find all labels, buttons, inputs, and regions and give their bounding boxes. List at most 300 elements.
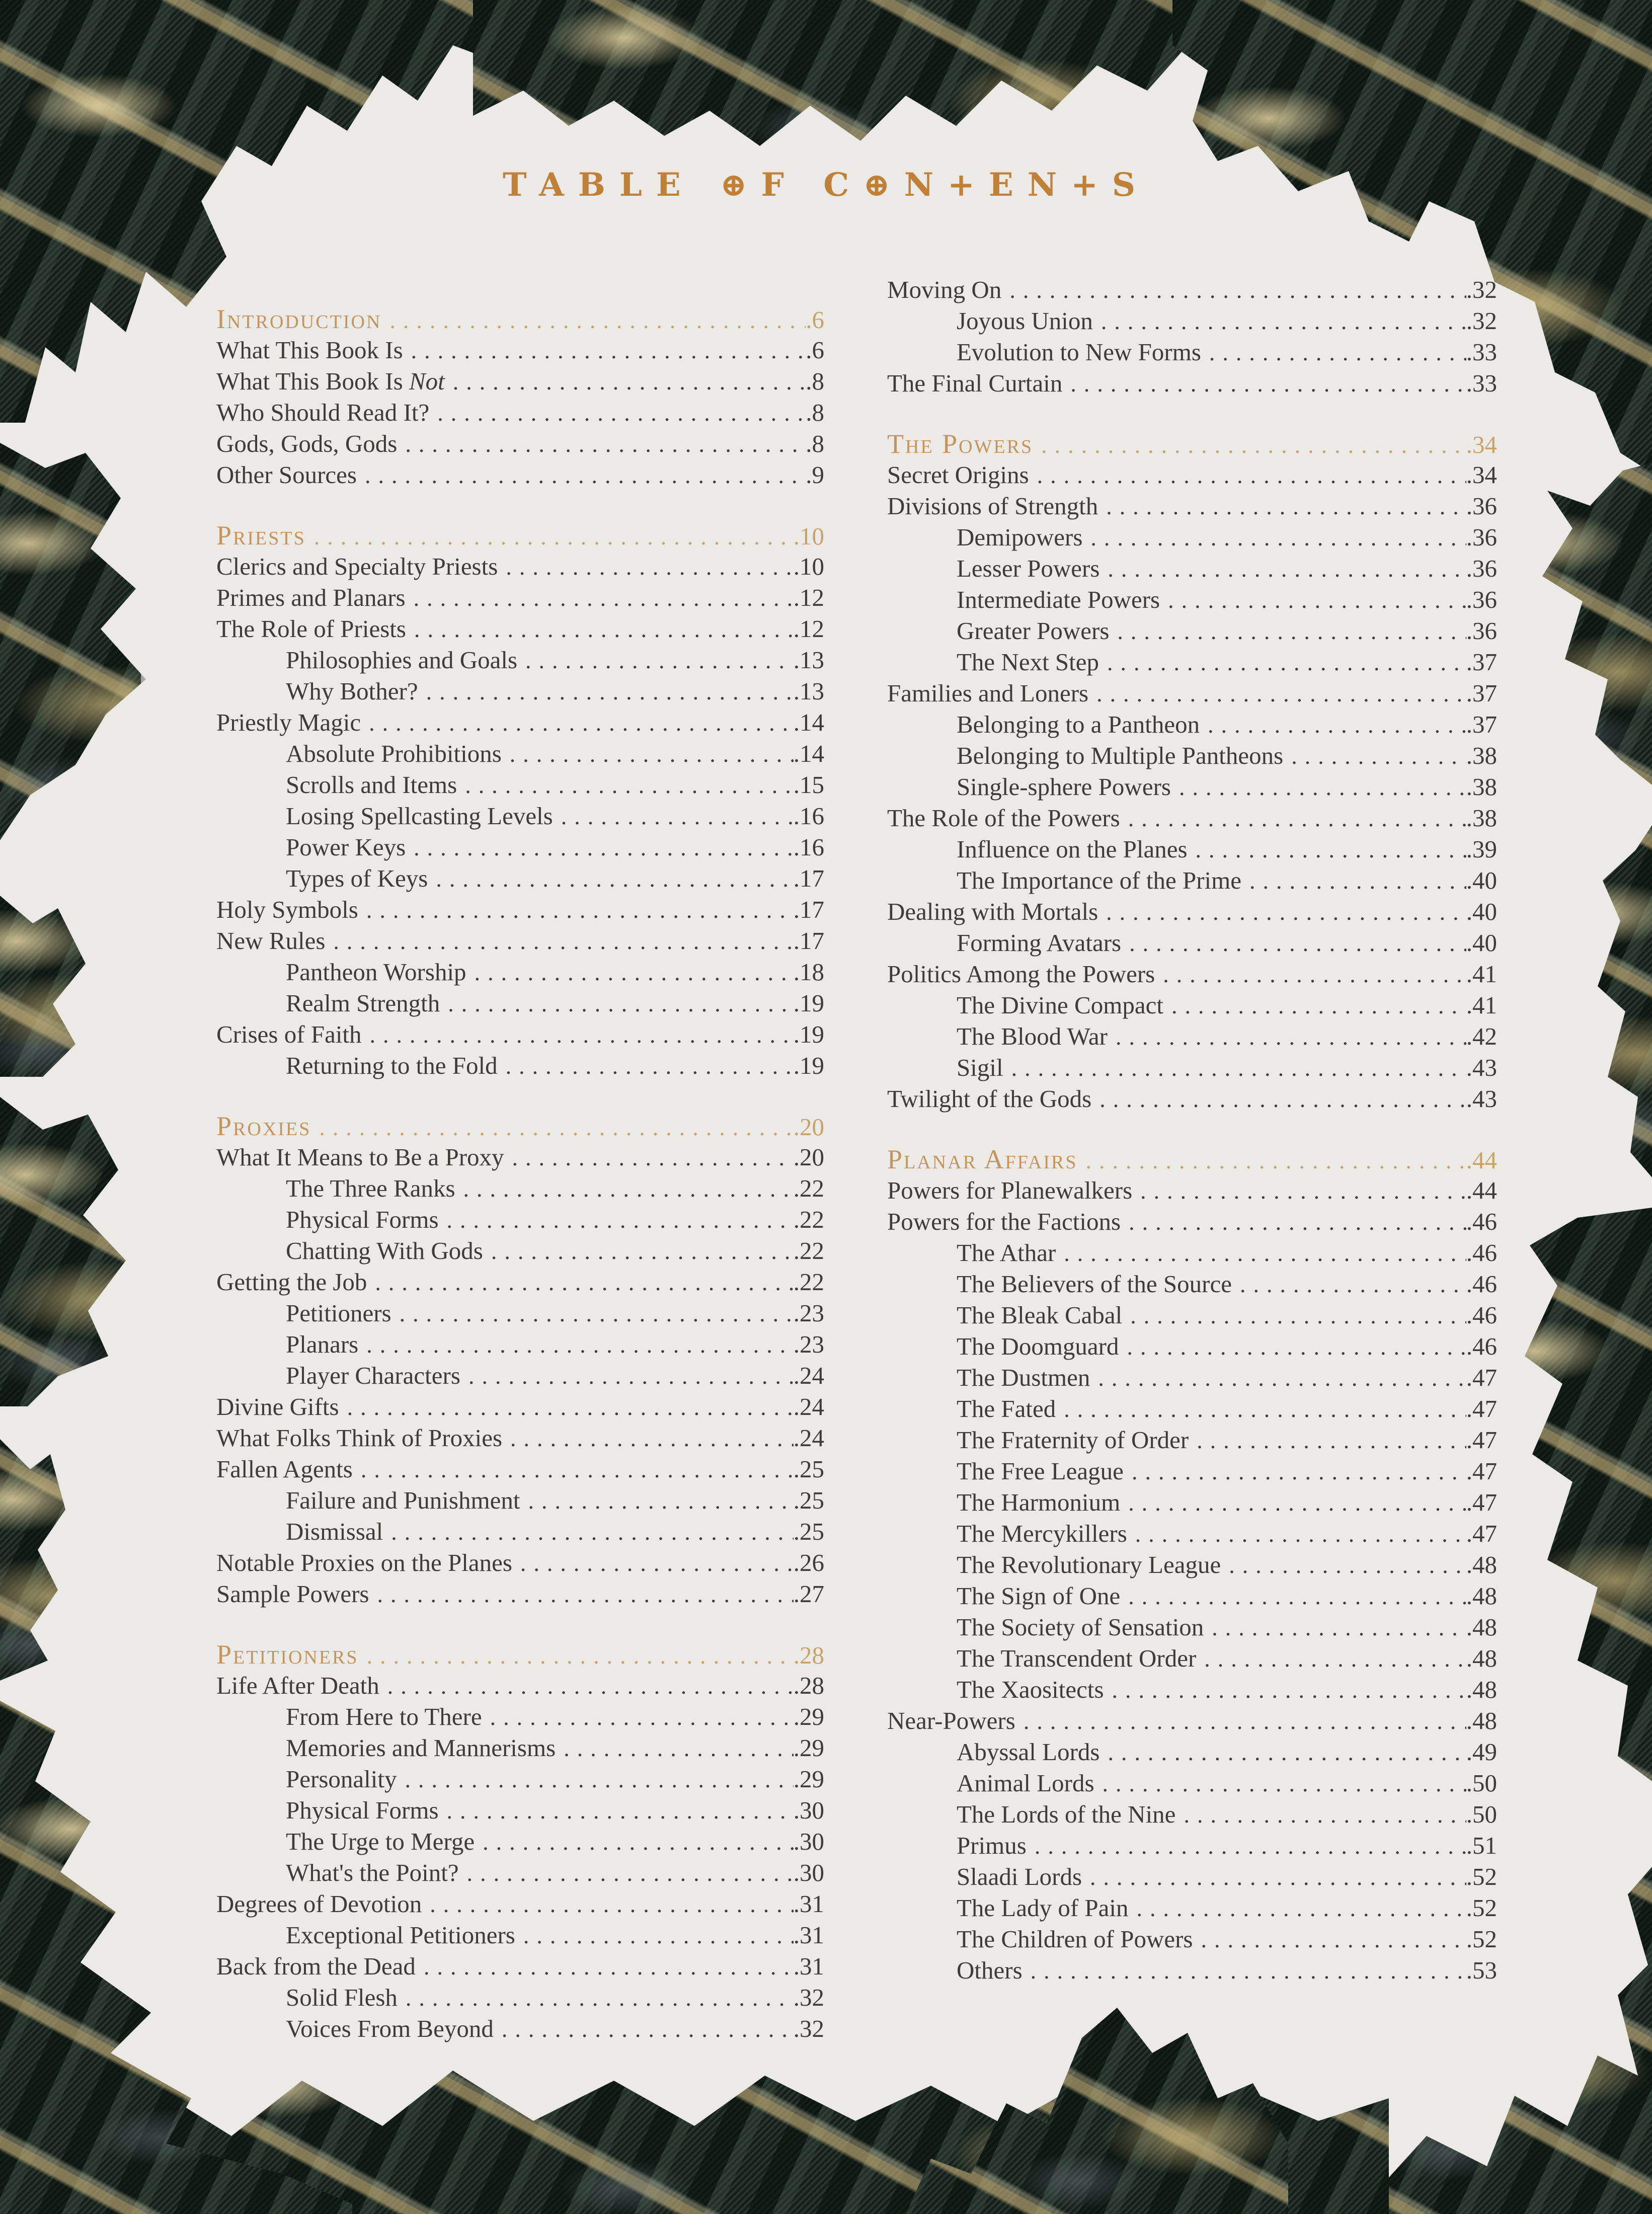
entry-label: Dismissal — [286, 1518, 383, 1545]
page-number: .37 — [1466, 679, 1497, 707]
leader-dots — [504, 1142, 794, 1173]
toc-section-header — [216, 520, 824, 551]
page-number: .15 — [793, 771, 824, 799]
page-number: .26 — [793, 1549, 824, 1576]
toc-entry — [216, 738, 824, 769]
page-number: .25 — [793, 1455, 824, 1483]
leader-dots — [397, 428, 806, 460]
entry-label: Families and Loners — [887, 679, 1089, 707]
leader-dots — [1132, 1175, 1466, 1207]
toc-entry — [216, 957, 824, 988]
entry-label: The Lords of the Nine — [957, 1800, 1176, 1828]
toc-section-header — [216, 303, 824, 335]
entry-label: The Mercykillers — [957, 1520, 1127, 1547]
leader-dots — [429, 397, 806, 429]
entry-label: Primes and Planars — [216, 584, 406, 611]
entry-label: Gods, Gods, Gods — [216, 430, 398, 457]
toc-entry — [887, 1580, 1497, 1612]
marble-border-left-lower — [0, 1439, 65, 1681]
entry-label: The Xaositects — [957, 1676, 1104, 1703]
leader-dots — [1104, 1674, 1466, 1706]
toc-entry — [216, 1422, 824, 1454]
page-number: .43 — [1466, 1054, 1497, 1081]
page-number: .16 — [793, 833, 824, 861]
page-number: .46 — [1466, 1239, 1497, 1267]
entry-label: Single-sphere Powers — [957, 773, 1171, 801]
toc-entry — [216, 1826, 824, 1857]
entry-label: Planars — [286, 1330, 359, 1358]
page-number: .36 — [1466, 523, 1497, 551]
page-number: .12 — [793, 584, 824, 611]
entry-label: Scrolls and Items — [286, 771, 457, 799]
entry-label: The Society of Sensation — [957, 1613, 1204, 1641]
entry-label: Slaadi Lords — [957, 1863, 1082, 1890]
page-number: .41 — [1466, 991, 1497, 1019]
page-number: .19 — [793, 989, 824, 1017]
entry-label: Intermediate Powers — [957, 586, 1160, 613]
page-number: .42 — [1466, 1022, 1497, 1050]
toc-entry — [216, 769, 824, 801]
toc-entry — [216, 1795, 824, 1826]
toc-entry — [887, 1300, 1497, 1331]
entry-label: Holy Symbols — [216, 896, 358, 923]
toc-entry — [887, 1955, 1497, 1986]
entry-label: Petitioners — [216, 1639, 359, 1670]
leader-dots — [428, 863, 793, 895]
toc-entry — [216, 1267, 824, 1298]
page-number: .36 — [1466, 555, 1497, 582]
toc-entry — [216, 551, 824, 582]
entry-label: Failure and Punishment — [286, 1486, 520, 1514]
leader-dots — [1155, 959, 1466, 990]
page-number: .17 — [793, 864, 824, 892]
page-number: .20 — [793, 1113, 824, 1141]
page-number: .50 — [1466, 1800, 1497, 1828]
leader-dots — [556, 1732, 794, 1764]
page-number: .24 — [793, 1393, 824, 1420]
toc-entry — [887, 584, 1497, 615]
page-number: .10 — [793, 522, 824, 550]
entry-label: Player Characters — [286, 1362, 460, 1389]
page-number: .25 — [793, 1486, 824, 1514]
page-number: .10 — [793, 552, 824, 580]
leader-dots — [358, 894, 794, 926]
entry-label: The Next Step — [957, 648, 1099, 676]
leader-dots — [1098, 896, 1466, 928]
entry-label: What It Means to Be a Proxy — [216, 1143, 504, 1171]
page-number: .22 — [793, 1174, 824, 1202]
page-number: .48 — [1466, 1613, 1497, 1641]
toc-entry — [887, 553, 1497, 584]
page-number: .53 — [1466, 1956, 1497, 1984]
toc-entry — [216, 1329, 824, 1360]
leader-dots — [515, 1920, 794, 1951]
page-number: .52 — [1466, 1863, 1497, 1890]
leader-dots — [1200, 709, 1466, 741]
entry-label-italic: Not — [409, 367, 445, 395]
page-number: .29 — [793, 1703, 824, 1730]
marble-border-right-lower — [1505, 1208, 1652, 1781]
leader-dots — [1029, 459, 1466, 491]
toc-entry — [887, 1830, 1497, 1861]
leader-dots — [1121, 1206, 1466, 1238]
toc-entry — [216, 988, 824, 1019]
entry-label: What This Book Is — [216, 336, 403, 364]
toc-entry — [887, 1331, 1497, 1362]
entry-label: Chatting With Gods — [286, 1237, 483, 1264]
toc-entry — [887, 709, 1497, 740]
page-number: .30 — [793, 1828, 824, 1855]
toc-entry — [887, 1736, 1497, 1768]
toc-entry — [216, 366, 824, 397]
toc-entry — [216, 925, 824, 957]
toc-entry — [887, 1237, 1497, 1269]
leader-dots — [1241, 865, 1466, 897]
page-number: .22 — [793, 1206, 824, 1233]
page-number: .47 — [1466, 1488, 1497, 1516]
leader-dots — [475, 1826, 794, 1858]
entry-label: Who Should Read It? — [216, 399, 430, 426]
leader-dots — [457, 769, 794, 801]
page-number: .40 — [1466, 866, 1497, 894]
toc-entry — [216, 832, 824, 863]
toc-entry — [216, 582, 824, 613]
leader-dots — [459, 1857, 794, 1889]
entry-label: The Harmonium — [957, 1488, 1121, 1516]
marble-border-left-upper — [0, 443, 141, 845]
page-number: .23 — [793, 1330, 824, 1358]
page-number: .33 — [1466, 369, 1497, 397]
entry-label: Proxies — [216, 1111, 311, 1141]
leader-dots — [362, 1019, 794, 1051]
entry-label: The Role of the Powers — [887, 804, 1120, 832]
page-number: .12 — [793, 615, 824, 643]
leader-dots — [1099, 1736, 1466, 1768]
leader-dots — [1120, 1487, 1466, 1519]
page-number: .38 — [1466, 804, 1497, 832]
toc-entry — [887, 522, 1497, 553]
page-number: .31 — [793, 1890, 824, 1918]
toc-entry — [216, 1857, 824, 1888]
leader-dots — [1099, 647, 1466, 678]
toc-entry — [887, 803, 1497, 834]
entry-label: Why Bother? — [286, 677, 418, 705]
toc-entry — [887, 1393, 1497, 1425]
entry-label: Back from the Dead — [216, 1952, 416, 1980]
toc-section-header — [216, 1111, 824, 1142]
page-number: .31 — [793, 1952, 824, 1980]
leader-dots — [1109, 615, 1466, 647]
toc-entry — [887, 305, 1497, 337]
page-number: .20 — [793, 1143, 824, 1171]
entry-label: Degrees of Devotion — [216, 1890, 422, 1918]
leader-dots — [1221, 1549, 1466, 1581]
page-number: .48 — [1466, 1707, 1497, 1734]
leader-dots — [1108, 1021, 1466, 1053]
entry-label: Politics Among the Powers — [887, 960, 1155, 988]
leader-dots — [1056, 1393, 1466, 1425]
page-number: .13 — [793, 646, 824, 674]
toc-entry — [887, 1612, 1497, 1643]
leader-dots — [311, 1112, 793, 1143]
toc-entry — [216, 1982, 824, 2013]
entry-label: The Dustmen — [957, 1364, 1090, 1391]
entry-label: Others — [957, 1956, 1022, 1984]
leader-dots — [502, 738, 794, 770]
leader-dots — [1175, 1799, 1466, 1831]
leader-dots — [1022, 1955, 1466, 1987]
toc-entry — [216, 894, 824, 925]
leader-dots — [1082, 1861, 1466, 1893]
leader-dots — [1171, 771, 1466, 803]
toc-entry — [887, 1021, 1497, 1052]
page-number: .17 — [793, 927, 824, 955]
entry-label: Returning to the Fold — [286, 1052, 498, 1079]
toc-entry — [887, 927, 1497, 959]
page-number: .8 — [806, 430, 824, 457]
leader-dots — [1193, 1924, 1466, 1955]
page-number: .43 — [1466, 1085, 1497, 1113]
page-number: .46 — [1466, 1208, 1497, 1235]
entry-label: Types of Keys — [286, 864, 428, 892]
toc-entry — [887, 1052, 1497, 1083]
leader-dots — [1088, 678, 1466, 709]
leader-dots — [1121, 927, 1466, 959]
entry-label: The Fraternity of Order — [957, 1426, 1189, 1454]
leader-dots — [1196, 1643, 1466, 1675]
leader-dots — [494, 2013, 794, 2045]
toc-entry — [887, 1362, 1497, 1393]
leader-dots — [1232, 1269, 1466, 1300]
toc-entry — [887, 1861, 1497, 1892]
toc-entry — [216, 1173, 824, 1204]
entry-label: Life After Death — [216, 1672, 379, 1699]
toc-entry — [887, 1924, 1497, 1955]
leader-dots — [358, 1329, 794, 1361]
leader-dots — [1093, 305, 1466, 337]
entry-label: The Blood War — [957, 1022, 1108, 1050]
page-number: .30 — [793, 1796, 824, 1824]
page-number: .46 — [1466, 1332, 1497, 1360]
toc-entry — [887, 1518, 1497, 1549]
entry-label: The Importance of the Prime — [957, 866, 1242, 894]
entry-label: Secret Origins — [887, 461, 1029, 489]
entry-label: The Athar — [957, 1239, 1056, 1267]
toc-entry — [216, 1578, 824, 1610]
page-number: .52 — [1466, 1925, 1497, 1953]
toc-entry — [216, 1732, 824, 1764]
toc-entry — [216, 863, 824, 894]
toc-entry — [216, 1454, 824, 1485]
entry-label: Personality — [286, 1765, 397, 1793]
entry-label: Belonging to a Pantheon — [957, 710, 1200, 738]
toc-section-header — [887, 428, 1497, 459]
entry-label: Animal Lords — [957, 1769, 1094, 1797]
entry-label: Fallen Agents — [216, 1455, 353, 1483]
page-number: .39 — [1466, 835, 1497, 863]
page-number: .48 — [1466, 1676, 1497, 1703]
entry-label: Pantheon Worship — [286, 958, 466, 986]
leader-dots — [381, 304, 806, 336]
page-number: .48 — [1466, 1582, 1497, 1610]
marble-border-left-middle-2 — [0, 1097, 126, 1409]
toc-entry — [887, 1799, 1497, 1830]
entry-label: Sigil — [957, 1054, 1003, 1081]
entry-label: New Rules — [216, 927, 326, 955]
entry-label: Introduction — [216, 304, 382, 334]
toc-column-right — [887, 274, 1497, 1986]
leader-dots — [325, 925, 793, 957]
page-number: .37 — [1466, 710, 1497, 738]
toc-entry — [216, 1142, 824, 1173]
leader-dots — [1122, 1300, 1466, 1331]
page-number: .25 — [793, 1518, 824, 1545]
entry-label: Sample Powers — [216, 1580, 369, 1608]
page-number: .47 — [1466, 1395, 1497, 1422]
entry-label: Influence on the Planes — [957, 835, 1188, 863]
page-number: .18 — [793, 958, 824, 986]
toc-entry — [887, 1083, 1497, 1115]
page-number: .28 — [793, 1672, 824, 1699]
leader-dots — [406, 582, 794, 614]
page-number: .30 — [793, 1859, 824, 1886]
page-number: .28 — [793, 1641, 824, 1669]
leader-dots — [1099, 553, 1466, 585]
toc-entry — [216, 1050, 824, 1081]
toc-entry — [887, 1892, 1497, 1924]
leader-dots — [1033, 429, 1466, 461]
leader-dots — [498, 1050, 794, 1082]
toc-entry — [216, 1360, 824, 1391]
entry-label: Absolute Prohibitions — [286, 740, 502, 767]
page-number: .34 — [1466, 431, 1497, 458]
entry-label: Solid Flesh — [286, 1984, 398, 2011]
leader-dots — [1189, 1425, 1466, 1456]
entry-label: The Divine Compact — [957, 991, 1163, 1019]
leader-dots — [406, 832, 794, 863]
entry-label: Twilight of the Gods — [887, 1085, 1092, 1113]
entry-label: The Bleak Cabal — [957, 1301, 1123, 1329]
page-number: .36 — [1466, 617, 1497, 645]
leader-dots — [483, 1235, 794, 1267]
leader-dots — [460, 1360, 794, 1392]
entry-label: The Role of Priests — [216, 615, 406, 643]
leader-dots — [1163, 990, 1466, 1021]
leader-dots — [1127, 1518, 1466, 1550]
toc-entry — [887, 1643, 1497, 1674]
entry-label: What This Book Is Not — [216, 367, 445, 395]
toc-entry — [216, 1888, 824, 1920]
entry-label: Dealing with Mortals — [887, 898, 1098, 925]
toc-entry — [887, 1269, 1497, 1300]
toc-entry — [216, 1235, 824, 1267]
entry-label: Powers for Planewalkers — [887, 1176, 1133, 1204]
entry-label: Notable Proxies on the Planes — [216, 1549, 512, 1576]
page-number: .29 — [793, 1734, 824, 1762]
toc-entry — [216, 676, 824, 707]
leader-dots — [1027, 1830, 1466, 1862]
page-number: .16 — [793, 802, 824, 830]
toc-entry — [216, 707, 824, 738]
leader-dots — [406, 613, 794, 645]
page-number: .23 — [793, 1299, 824, 1327]
toc-entry — [216, 1547, 824, 1578]
page-number: .46 — [1466, 1301, 1497, 1329]
toc-entry — [887, 865, 1497, 896]
marble-border-left-middle-1 — [0, 896, 86, 1077]
toc-entry — [887, 1705, 1497, 1736]
entry-label: Physical Forms — [286, 1796, 439, 1824]
toc-entry — [216, 1485, 824, 1516]
page-number: .47 — [1466, 1426, 1497, 1454]
leader-dots — [1119, 1331, 1466, 1363]
page-number: .17 — [793, 896, 824, 923]
page-number: .29 — [793, 1765, 824, 1793]
page-number: .14 — [793, 740, 824, 767]
page-number: .48 — [1466, 1644, 1497, 1672]
page-number: .44 — [1466, 1176, 1497, 1204]
entry-label: Divisions of Strength — [887, 492, 1098, 520]
page-number: .44 — [1466, 1146, 1497, 1174]
leader-dots — [512, 1547, 794, 1579]
entry-label: The Three Ranks — [286, 1174, 455, 1202]
page-number: .50 — [1466, 1769, 1497, 1797]
page-number: .36 — [1466, 586, 1497, 613]
entry-label: The Children of Powers — [957, 1925, 1193, 1953]
entry-label: Petitioners — [286, 1299, 391, 1327]
toc-entry — [887, 337, 1497, 368]
page-number: .32 — [793, 2015, 824, 2042]
leader-dots — [1188, 834, 1466, 865]
toc-entry — [887, 834, 1497, 865]
page-number: .24 — [793, 1424, 824, 1452]
leader-dots — [455, 1173, 794, 1205]
entry-label: Near-Powers — [887, 1707, 1015, 1734]
leader-dots — [367, 1267, 793, 1298]
leader-dots — [403, 335, 806, 366]
toc-entry — [887, 1487, 1497, 1518]
toc-entry — [216, 1298, 824, 1329]
toc-entry — [216, 1204, 824, 1235]
toc-entry — [887, 1425, 1497, 1456]
entry-label: Realm Strength — [286, 989, 440, 1017]
toc-entry — [216, 335, 824, 366]
leader-dots — [1120, 1580, 1466, 1612]
toc-entry — [887, 1768, 1497, 1799]
page-number: .51 — [1466, 1832, 1497, 1859]
toc-entry — [887, 459, 1497, 491]
leader-dots — [482, 1701, 794, 1733]
page-number: .33 — [1466, 338, 1497, 366]
toc-entry — [216, 428, 824, 459]
marble-border-right-middle — [1590, 825, 1652, 1177]
entry-label: The Powers — [887, 429, 1034, 459]
entry-label: The Transcendent Order — [957, 1644, 1197, 1672]
entry-label: The Revolutionary League — [957, 1551, 1221, 1578]
toc-entry — [887, 1549, 1497, 1580]
page-number: .52 — [1466, 1894, 1497, 1922]
toc-entry — [216, 613, 824, 645]
entry-label: Philosophies and Goals — [286, 646, 518, 674]
marble-border-right-upper — [1520, 463, 1652, 785]
page-number: .32 — [1466, 307, 1497, 335]
toc-entry — [887, 896, 1497, 927]
entry-label: The Fated — [957, 1395, 1056, 1422]
entry-label: The Final Curtain — [887, 369, 1063, 397]
page-number: .27 — [793, 1580, 824, 1608]
entry-label: Forming Avatars — [957, 929, 1122, 957]
leader-dots — [1001, 274, 1466, 306]
